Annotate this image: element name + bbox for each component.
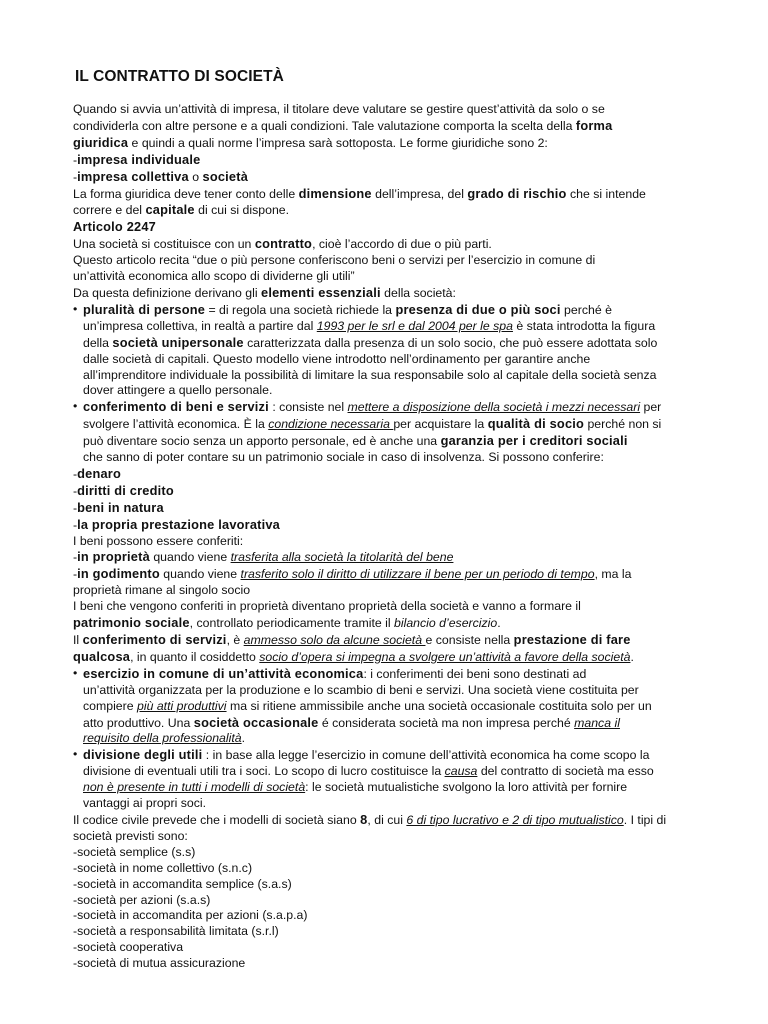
text-run: Da questa definizione derivano gli [73, 285, 261, 300]
text-run: quando viene [149, 550, 231, 565]
text-line [73, 236, 713, 253]
text-line [73, 940, 713, 956]
text-run: , è [226, 633, 244, 647]
document-body [73, 102, 713, 972]
text-run: vantaggi ai propri soci. [83, 796, 207, 811]
text-run: -società in accomandita semplice (s.a.s) [73, 876, 292, 891]
text-run: Una società si costituisce con un [73, 237, 255, 252]
bold-term: capitale [145, 202, 195, 218]
text-line [73, 135, 713, 152]
text-line [73, 169, 713, 186]
bullet-marker: • [73, 399, 78, 414]
bold-term: impresa collettiva [77, 168, 189, 184]
text-run: - [73, 517, 78, 532]
text-line [73, 302, 713, 319]
text-run: , controllato periodicamente tramite il [189, 616, 395, 631]
text-line [73, 517, 713, 534]
text-run: -società di mutua assicurazione [73, 956, 246, 971]
text-run: -società in accomandita per azioni (s.a.p.a) [73, 908, 308, 923]
text-line [73, 102, 713, 118]
text-run: di cui si dispone. [194, 203, 290, 218]
underlined-phrase: requisito della professionalità [83, 731, 242, 746]
text-run: che si intende [566, 186, 646, 201]
text-line [73, 764, 713, 780]
text-line [73, 202, 713, 219]
bold-term: giuridica [73, 134, 129, 150]
text-run: I beni che vengono conferiti in proprietà diventano proprietà della società e vanno a formare il [73, 599, 581, 614]
text-run: quando viene [159, 567, 241, 582]
text-run: La forma giuridica deve tener conto delle [73, 186, 299, 201]
text-run: dalle società di capitali. Questo modello viene introdotto nell’ordinamento per garantire anche [83, 351, 591, 366]
bold-term: presenza di due o più soci [395, 301, 561, 317]
text-run: dell’impresa, del [371, 186, 468, 201]
text-line [73, 416, 713, 433]
text-run: . [497, 616, 501, 631]
text-line [73, 731, 713, 747]
text-line [73, 335, 713, 352]
text-run: : consiste nel [268, 400, 348, 415]
text-run: può diventare socio senza un apporto personale, ed è anche una [83, 434, 441, 449]
text-run: Il codice civile prevede che i modelli di società siano [73, 812, 361, 827]
text-run: - [73, 152, 78, 167]
text-line [73, 715, 713, 732]
text-run: : in base alla legge l’esercizio in comune dell’attività economica ha come scopo la [202, 748, 650, 763]
text-run: correre e del [73, 203, 146, 218]
text-line [73, 253, 713, 269]
text-run: . [630, 649, 634, 664]
underlined-phrase: non è presente in tutti i modelli di società [83, 780, 306, 795]
text-run: é considerata società ma non impresa perché [318, 715, 575, 730]
text-line [73, 615, 713, 632]
bold-term: grado di rischio [467, 185, 567, 201]
italic-phrase: bilancio d’esercizio [394, 616, 498, 631]
text-run: I beni possono essere conferiti: [73, 533, 244, 548]
text-run: perché non si [584, 417, 662, 432]
text-line [73, 666, 713, 683]
text-run: : le società mutualistiche svolgono la loro attività per fornire [305, 780, 628, 795]
bold-term: in godimento [77, 566, 160, 582]
underlined-phrase: condizione necessaria [268, 417, 394, 432]
text-line [73, 649, 713, 666]
text-line [73, 747, 713, 764]
text-run: che sanno di poter contare su un patrimonio sociale in caso di insolvenza. Si possono conferire: [83, 450, 604, 465]
text-run: -società semplice (s.s) [73, 844, 196, 859]
text-line [73, 699, 713, 715]
underlined-phrase: trasferito solo il diritto di utilizzare il bene per un periodo di tempo [240, 567, 595, 582]
text-run: un’attività economica allo scopo di dividerne gli utili” [73, 269, 355, 284]
bold-term: la propria prestazione lavorativa [77, 516, 280, 532]
text-run: per acquistare la [393, 417, 488, 432]
underlined-phrase: 6 di tipo lucrativo e 2 di tipo mutualistico [406, 812, 624, 827]
text-run: , ma la [594, 567, 632, 582]
text-line [73, 285, 713, 302]
underlined-phrase: manca il [574, 715, 620, 730]
text-run: : i conferimenti dei beni sono destinati ad [363, 666, 587, 681]
text-line [73, 186, 713, 203]
bold-term: patrimonio sociale [73, 615, 190, 631]
bold-term: denaro [77, 465, 121, 481]
text-line [73, 352, 713, 368]
bold-term: in proprietà [77, 549, 150, 565]
text-run: Il [73, 633, 83, 647]
text-line [73, 893, 713, 909]
text-run: un’attività organizzata per la produzione e lo scambio di beni e servizi. Una società viene costituita per [83, 682, 639, 697]
text-run: e consiste nella [425, 633, 514, 647]
text-line [73, 534, 713, 550]
bold-term: prestazione di fare [513, 632, 631, 647]
text-run: Quando si avvia un’attività di impresa, il titolare deve valutare se gestire quest’attività da solo o se [73, 102, 605, 116]
underlined-phrase: più atti produttivi [137, 698, 227, 713]
text-run: del contratto di società ma esso [477, 764, 654, 779]
text-line [73, 269, 713, 285]
text-line [73, 877, 713, 893]
text-line [73, 632, 713, 649]
text-line [73, 812, 713, 829]
bold-term: società occasionale [193, 714, 319, 730]
text-run: . [241, 731, 246, 746]
text-run: divisione di eventuali utili tra i soci. Lo scopo di lucro costituisce la [83, 764, 445, 779]
bold-term: società [202, 168, 249, 184]
text-line [73, 450, 713, 466]
text-run: un’impresa collettiva, in realtà a partire dal [83, 318, 317, 333]
bold-term: Articolo 2247 [73, 219, 156, 235]
text-run: - [73, 466, 78, 481]
text-line [73, 908, 713, 924]
bold-term: società unipersonale [112, 334, 244, 350]
text-run: società previsti sono: [73, 828, 188, 843]
text-run: per [640, 400, 662, 415]
text-run: -società per azioni (s.a.s) [73, 892, 211, 907]
text-line [73, 861, 713, 877]
text-run: condividerla con altre persone e a quali condizioni. Tale valutazione comporta la scelta della [73, 118, 576, 133]
text-run: proprietà rimane al singolo socio [73, 583, 251, 598]
text-line [73, 466, 713, 483]
bold-term: contratto [254, 236, 313, 252]
underlined-phrase: trasferita alla società la titolarità del bene [230, 550, 454, 565]
text-line [73, 549, 713, 566]
text-run: compiere [83, 698, 137, 713]
underlined-phrase: mettere a disposizione della società i mezzi necessari [347, 400, 641, 415]
bold-term: conferimento di beni e servizi [83, 399, 269, 415]
text-line [73, 566, 713, 583]
text-run: della [83, 335, 113, 350]
bold-term: forma [575, 117, 613, 133]
text-line [73, 599, 713, 615]
text-line [73, 219, 713, 236]
underlined-phrase: 1993 per le srl e dal 2004 per le spa [316, 318, 513, 333]
text-run: = di regola una società richiede la [205, 302, 396, 317]
bold-term: qualcosa [73, 648, 131, 664]
text-run: -società cooperativa [73, 940, 184, 955]
text-run: dover attingere a quello personale. [83, 383, 273, 398]
bold-term: pluralità di persone [83, 301, 206, 317]
bold-term: diritti di credito [77, 482, 174, 498]
text-line [73, 796, 713, 812]
bullet-marker: • [73, 665, 78, 680]
text-run: , in quanto il cosiddetto [130, 649, 260, 664]
text-run: ma si ritiene ammissibile anche una società occasionale costituita solo per un [226, 698, 652, 713]
text-run: della società: [380, 285, 456, 300]
text-line [73, 383, 713, 399]
bold-term: beni in natura [77, 499, 164, 515]
text-run: all’imprenditore individuale la possibilità di limitare la sua responsabile solo al capitale della società senza [83, 367, 657, 382]
text-line [73, 368, 713, 384]
bold-term: garanzia per i creditori sociali [440, 433, 628, 449]
document-title: IL CONTRATTO DI SOCIETÀ [75, 68, 284, 85]
text-run: - [73, 500, 78, 515]
text-line [73, 683, 713, 699]
text-run: , cioè l’accordo di due o più parti. [312, 237, 492, 252]
text-run: , di cui [367, 812, 407, 827]
text-line [73, 433, 713, 450]
text-line [73, 152, 713, 169]
text-line [73, 956, 713, 972]
text-line [73, 780, 713, 796]
bold-term: divisione degli utili [83, 747, 203, 763]
text-run: -società in nome collettivo (s.n.c) [73, 860, 253, 875]
text-run: perché è [560, 302, 612, 317]
text-run: o [188, 169, 203, 184]
text-run: svolgere l’attività economica. È la [83, 417, 269, 432]
text-run: e quindi a quali norme l’impresa sarà sottoposta. Le forme giuridiche sono 2: [128, 135, 548, 150]
text-run: - [73, 169, 78, 184]
bold-term: elementi essenziali [261, 284, 381, 300]
underlined-phrase: socio d’opera si impegna a svolgere un’attività a favore della società [259, 649, 631, 664]
text-run: è stata introdotta la figura [512, 318, 656, 333]
text-run: - [73, 483, 78, 498]
text-run: Questo articolo recita “due o più persone conferiscono beni o servizi per l’esercizio in comune di [73, 253, 596, 268]
text-run: - [73, 550, 78, 565]
text-line [73, 483, 713, 500]
bold-term: impresa individuale [77, 151, 201, 167]
bullet-marker: • [73, 301, 78, 316]
text-run: - [73, 567, 78, 582]
text-line [73, 924, 713, 940]
bold-term: conferimento di servizi [82, 632, 227, 647]
bold-term: qualità di socio [487, 416, 585, 432]
bullet-marker: • [73, 747, 78, 762]
text-line [73, 829, 713, 845]
bold-term: 8 [360, 811, 368, 827]
text-run: -società a responsabilità limitata (s.r.l) [73, 924, 279, 939]
text-line [73, 845, 713, 861]
bold-term: esercizio in comune di un’attività economica [83, 665, 364, 681]
underlined-phrase: ammesso solo da alcune società [243, 633, 426, 647]
underlined-phrase: causa [444, 764, 478, 779]
text-run: . I tipi di [623, 812, 667, 827]
text-run: caratterizzata dalla presenza di un solo socio, che può essere adottata solo [243, 335, 658, 350]
text-line [73, 399, 713, 416]
text-line [73, 583, 713, 599]
text-line [73, 319, 713, 335]
text-line [73, 500, 713, 517]
bold-term: dimensione [298, 185, 372, 201]
text-run: atto produttivo. Una [83, 715, 194, 730]
text-line [73, 118, 713, 135]
